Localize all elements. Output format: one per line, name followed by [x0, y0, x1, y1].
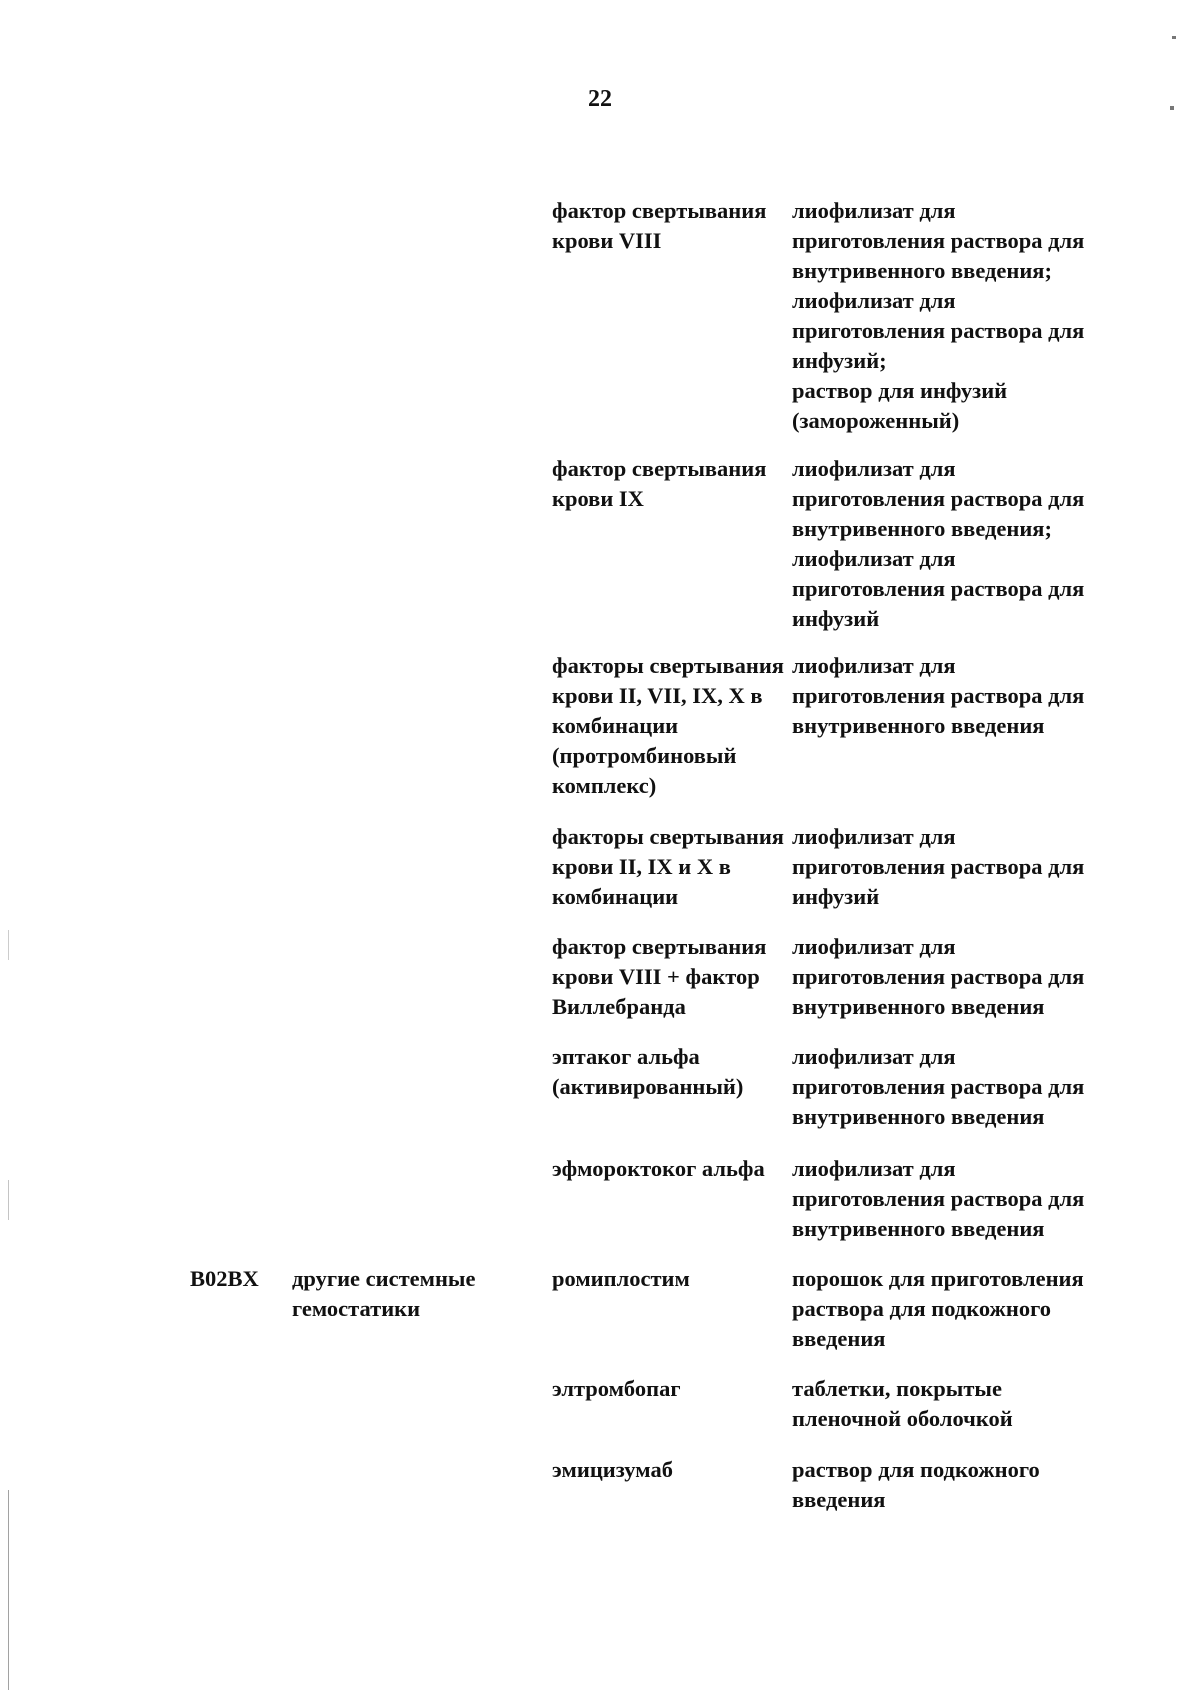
dosage-form: лиофилизат для приготовления раствора для внутривенного введения	[792, 653, 1085, 738]
atc-code: B02BX	[190, 1266, 259, 1291]
dosage-form: раствор для подкожного введения	[792, 1457, 1040, 1512]
scan-artifact	[8, 930, 9, 960]
dosage-form: лиофилизат для приготовления раствора для внутривенного введения	[792, 1044, 1085, 1129]
drug-name: элтромбопаг	[552, 1376, 681, 1401]
drug-name: эмицизумаб	[552, 1457, 673, 1482]
drug-name: эфмороктоког альфа	[552, 1156, 765, 1181]
dosage-form: лиофилизат для приготовления раствора для внутривенного введения	[792, 1156, 1085, 1241]
dosage-form: порошок для приготовления раствора для подкожного введения	[792, 1266, 1084, 1351]
drug-name: фактор свертывания крови VIII + фактор Виллебранда	[552, 934, 767, 1019]
drug-name: фактор свертывания крови IX	[552, 456, 767, 511]
scan-artifact	[1172, 36, 1176, 39]
pharmacological-group: другие системные гемостатики	[292, 1266, 476, 1321]
dosage-form: лиофилизат для приготовления раствора для инфузий	[792, 824, 1085, 909]
drug-name: факторы свертывания крови II, IX и X в комбинации	[552, 824, 784, 909]
dosage-form: лиофилизат для приготовления раствора для внутривенного введения	[792, 934, 1085, 1019]
drug-name: эптаког альфа (активированный)	[552, 1044, 744, 1099]
dosage-form: таблетки, покрытые пленочной оболочкой	[792, 1376, 1013, 1431]
scan-artifact	[8, 1180, 9, 1220]
dosage-form: лиофилизат для приготовления раствора для внутривенного введения; лиофилизат для приготовления раствора для инфузий	[792, 456, 1085, 631]
scan-artifact	[1170, 106, 1174, 110]
dosage-form: лиофилизат для приготовления раствора для внутривенного введения; лиофилизат для приготовления раствора для инфузий; раствор для инфузий (замороженный)	[792, 198, 1085, 433]
drug-name: ромиплостим	[552, 1266, 690, 1291]
scan-artifact	[8, 1490, 9, 1690]
drug-name: фактор свертывания крови VIII	[552, 198, 767, 253]
drug-name: факторы свертывания крови II, VII, IX, X в комбинации (протромбиновый комплекс)	[552, 653, 784, 798]
page-number: 22	[588, 86, 612, 112]
